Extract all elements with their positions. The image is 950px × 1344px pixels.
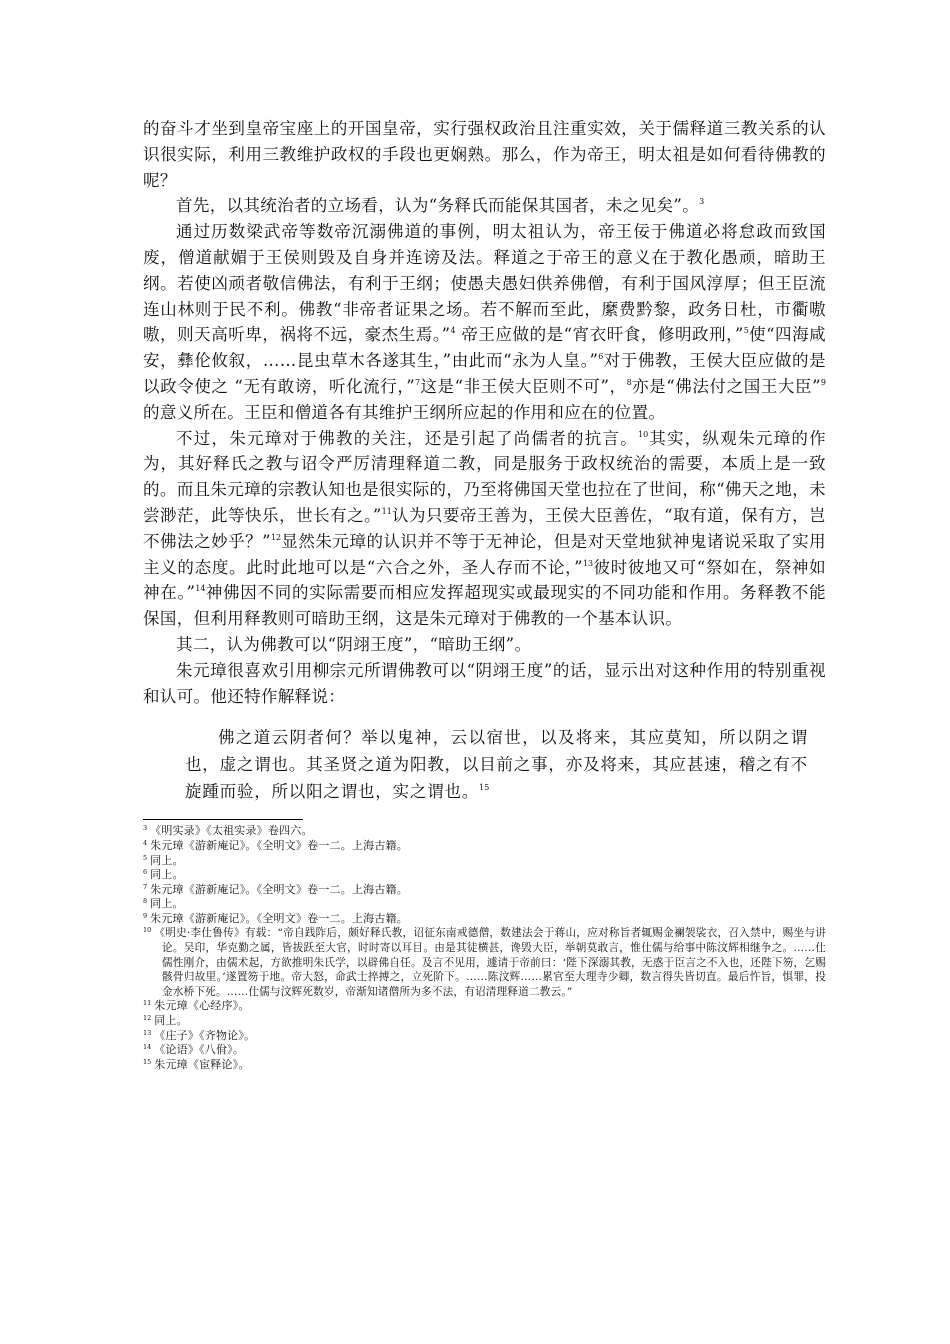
- footnote-item: [143, 1014, 826, 1029]
- footnote-number: 10: [143, 926, 152, 935]
- footnote-number: 11: [143, 999, 152, 1008]
- footnote-item: [143, 824, 826, 839]
- footnote-text: 《庄子》《齐物论》。: [154, 1028, 256, 1042]
- text-run: 首先，以其统治者的立场看，认为“务释氏而能保其国者，未之见矣”。: [176, 196, 700, 216]
- text-run: 朱元璋很喜欢引用柳宗元所谓佛教可以“阴翊王度”的话，显示出对这种作用的特别重视和认可。他还特作解释说：: [143, 660, 826, 706]
- footnote-ref[interactable]: 4: [450, 326, 456, 336]
- footnote-number: 15: [143, 1057, 152, 1066]
- paragraph: [143, 116, 826, 193]
- footnote-ref[interactable]: 7: [415, 377, 421, 387]
- footnote-text: 同上。: [150, 897, 184, 911]
- footnote-item: [143, 897, 826, 912]
- footnote-ref[interactable]: 11: [381, 506, 392, 516]
- footnote-number: 13: [143, 1028, 152, 1037]
- footnote-item: [143, 999, 826, 1014]
- document-page: [143, 116, 826, 1072]
- footnote-number: 5: [143, 853, 148, 862]
- footnote-item: [143, 912, 826, 927]
- footnote-number: 3: [143, 824, 148, 833]
- text-run: 亦是“佛法付之国王大臣”: [631, 376, 821, 396]
- footnote-ref[interactable]: 3: [699, 197, 705, 207]
- paragraph: [143, 426, 826, 632]
- footnote-ref[interactable]: 9: [820, 377, 827, 387]
- footnote-ref[interactable]: 12: [270, 532, 282, 542]
- footnote-item: [143, 854, 826, 869]
- footnote-text: 同上。: [150, 853, 184, 867]
- footnote-text: 同上。: [150, 868, 184, 882]
- footnote-item: [143, 1043, 826, 1058]
- text-run: 这是“非王侯大臣则不可”，: [420, 376, 627, 396]
- text-run: 不过，朱元璋对于佛教的关注，还是引起了尚儒者的抗言。: [176, 428, 639, 448]
- text-run: 对于佛教，王侯大臣应做的是以政令使之 “无有敢谤，听化流行，”: [143, 351, 826, 396]
- footnote-text: 朱元璋《心经序》。: [154, 999, 250, 1013]
- footnote-item: [143, 1058, 826, 1073]
- paragraph: [143, 219, 826, 425]
- footnote-item: [143, 926, 826, 999]
- footnote-text: 朱元璋《游新庵记》。《全明文》卷一二。上海古籍。: [150, 911, 408, 925]
- text-run: 帝王应做的是“宵衣旰食，修明政刑，”: [455, 325, 744, 345]
- footnote-item: [143, 839, 826, 854]
- text-run: 其实，纵观朱元璋的作为，其好释氏之教与诏令严厉清理释道二教，同是服务于政权统治的需要，本质上是一致的。而且朱元璋的宗教认知也是很实际的，乃至将佛国天堂也拉在了世间，称“佛天之地，未尝渺茫，此等快乐，世长有之。”: [143, 428, 827, 525]
- text-run: 的意义所在。王臣和僧道各有其维护王纲所应起的作用和应在的位置。: [143, 402, 666, 422]
- footnote-ref[interactable]: 5: [743, 326, 749, 336]
- body-text: [143, 116, 826, 709]
- footnote-ref[interactable]: 8: [626, 377, 632, 387]
- text-run: 佛之道云阴者何？举以鬼神，云以宿世，以及将来，其应莫知，所以阴之谓也，虚之谓也。其圣贤之道为阳教，以目前之事，亦及将来，其应甚速，稽之有不旋踵而验，所以阳之谓也，实之谓也。: [185, 728, 808, 802]
- footnote-ref[interactable]: 6: [598, 352, 604, 362]
- paragraph: [143, 658, 826, 710]
- text-run: 彼时彼地又可“祭如在，祭神如神在。”: [143, 557, 826, 603]
- footnote-text: 朱元璋《宦释论》。: [154, 1057, 250, 1071]
- text-run: 神佛因不同的实际需要而相应发挥超现实或最现实的不同功能和作用。务释教不能保国，但利用释教则可暗助王纲，这是朱元璋对于佛教的一个基本认识。: [143, 583, 826, 629]
- footnote-text: 同上。: [154, 1014, 188, 1028]
- footnote-number: 6: [143, 868, 148, 877]
- footnote-number: 4: [143, 838, 148, 847]
- footnote-item: [143, 883, 826, 898]
- text-run: 认为只要帝王善为，王侯大臣善佐，“取有道，保有方，岂不佛法之妙乎？”: [143, 505, 826, 551]
- paragraph: [143, 193, 826, 219]
- text-run: 使“四海咸安，彝伦攸叙，……昆虫草木各遂其生，”由此而“永为人皇。”: [143, 325, 827, 371]
- footnote-number: 12: [143, 1014, 152, 1023]
- footnote-text: 朱元璋《游新庵记》。《全明文》卷一二。上海古籍。: [150, 882, 408, 896]
- block-quote: [143, 724, 826, 805]
- footnotes: [143, 824, 826, 1072]
- text-run: 显然朱元璋的认识并不等于无神论，但是对天堂地狱神鬼诸说采取了实用主义的态度。此时此地可以是“六合之外，圣人存而不论，”: [143, 531, 826, 577]
- text-run: 其二，认为佛教可以“阴翊王度”，“暗助王纲”。: [176, 634, 532, 654]
- footnote-text: 朱元璋《游新庵记》。《全明文》卷一二。上海古籍。: [150, 838, 408, 852]
- footnote-ref[interactable]: 13: [582, 558, 594, 568]
- quote-paragraph: [185, 724, 808, 805]
- footnote-ref[interactable]: 10: [638, 429, 649, 439]
- text-run: 的奋斗才坐到皇帝宝座上的开国皇帝，实行强权政治且注重实效，关于儒释道三教关系的认识很实际，利用三教维护政权的手段也更娴熟。那么，作为帝王，明太祖是如何看待佛教的呢？: [143, 119, 826, 190]
- footnote-item: [143, 1029, 826, 1044]
- footnote-number: 7: [143, 882, 148, 891]
- footnote-number: 9: [143, 911, 148, 920]
- paragraph: [143, 632, 826, 658]
- footnote-text: 《明史·李仕鲁传》有载：“帝自践阼后，颇好释氏教，诏征东南戒德僧，数建法会于蒋山，应对称旨者辄赐金襕袈裟衣，召入禁中，赐坐与讲论。吴印，华克勤之属，皆拔跃至大官，时时寄以耳目。由是其徒横甚，谗毁大臣，举朝莫敢言，惟仕儒与给事中陈汶辉相继争之。……仕儒性刚介，由儒术起，方欲推明朱氏学，以辟佛自任。及言不见用，遽请于帝前曰：‘陛下深溺其教，无惑于臣言之不入也，还陛下笏，乞赐骸骨归故里。’遂置笏于地。帝大怒，命武士捽搏之，立死阶下。……陈汶辉……累官至大理寺少卿，数言得失皆切直。最后忤旨，惧罪，投金水桥下死。……仕儒与汶辉死数岁，帝渐知诸僧所为多不法，有诏清理释道二教云。”: [154, 927, 826, 998]
- footnote-divider: [143, 819, 303, 820]
- footnote-ref[interactable]: 14: [195, 584, 206, 594]
- footnote-number: 14: [143, 1043, 152, 1052]
- text-run: 通过历数梁武帝等数帝沉溺佛道的事例，明太祖认为，帝王佞于佛道必将怠政而致国废，僧道献媚于王侯则毁及自身并连谤及法。释道之于帝王的意义在于教化愚顽，暗助王纲。若使凶顽者敬信佛法，有利于王纲；使愚夫愚妇供养佛僧，有利于国风淳厚；但王臣流连山林则于民不利。佛教“非帝者证果之场。若不解而至此，縻费黔黎，政务日杜，市衢嗷嗷，则天高听卑，祸将不远，豪杰生焉。”: [143, 222, 826, 345]
- footnote-text: 《论语》《八佾》。: [154, 1043, 245, 1057]
- footnote-item: [143, 868, 826, 883]
- footnote-number: 8: [143, 897, 148, 906]
- footnote-text: 《明实录》《太祖实录》卷四六。: [150, 824, 313, 838]
- footnote-ref[interactable]: 15: [479, 783, 490, 793]
